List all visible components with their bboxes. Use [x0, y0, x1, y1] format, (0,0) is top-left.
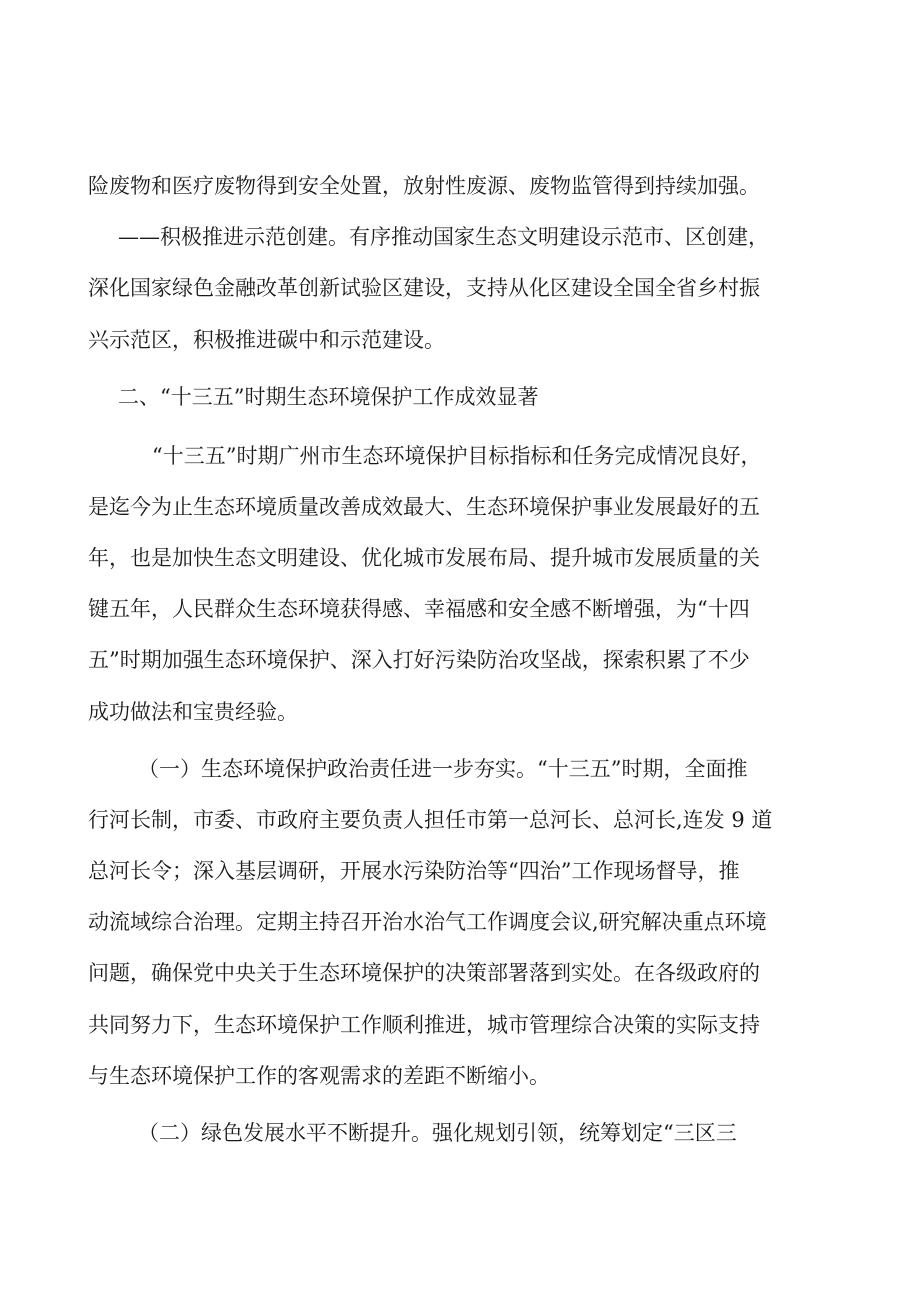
paragraph-line-12: （一）生态环境保护政治责任进一步夯实。“十三五”时期，全面推 [138, 757, 748, 781]
paragraph-line-3: 深化国家绿色金融改革创新试验区建设，支持从化区建设全国全省乡村振 [88, 276, 760, 300]
paragraph-line-16: 问题，确保党中央关于生态环境保护的决策部署落到实处。在各级政府的 [88, 961, 760, 985]
paragraph-line-19: （二）绿色发展水平不断提升。强化规划引领，统筹划定“三区三 [138, 1121, 737, 1145]
paragraph-line-14: 总河长令；深入基层调研，开展水污染防治等“四治”工作现场督导，推 [88, 859, 740, 883]
paragraph-line-8: 年，也是加快生态文明建设、优化城市发展布局、提升城市发展质量的关 [88, 546, 760, 570]
paragraph-line-1: 险废物和医疗废物得到安全处置，放射性废源、废物监管得到持续加强。 [88, 174, 760, 198]
paragraph-line-4: 兴示范区，积极推进碳中和示范建设。 [88, 328, 445, 352]
paragraph-line-11: 成功做法和宝贵经验。 [88, 700, 298, 724]
paragraph-line-6: “十三五”时期广州市生态环境保护目标指标和任务完成情况良好， [152, 444, 762, 468]
paragraph-line-18: 与生态环境保护工作的客观需求的差距不断缩小。 [88, 1064, 550, 1088]
paragraph-line-7: 是迄今为止生态环境质量改善成效最大、生态环境保护事业发展最好的五 [88, 495, 760, 519]
paragraph-line-10: 五”时期加强生态环境保护、深入打好污染防治攻坚战，探索积累了不少 [88, 648, 750, 672]
paragraph-line-13: 行河长制，市委、市政府主要负责人担任市第一总河长、总河长,连发 9 道 [88, 808, 773, 832]
paragraph-line-15: 动流域综合治理。定期主持召开治水治气工作调度会议,研究解决重点环境 [88, 910, 767, 934]
section-heading: 二、“十三五”时期生态环境保护工作成效显著 [118, 385, 539, 409]
paragraph-line-9: 键五年，人民群众生态环境获得感、幸福感和安全感不断增强，为“十四 [88, 597, 750, 621]
paragraph-line-17: 共同努力下，生态环境保护工作顺利推进，城市管理综合决策的实际支持 [88, 1013, 760, 1037]
paragraph-line-2: ——积极推进示范创建。有序推动国家生态文明建设示范市、区创建， [118, 225, 769, 249]
